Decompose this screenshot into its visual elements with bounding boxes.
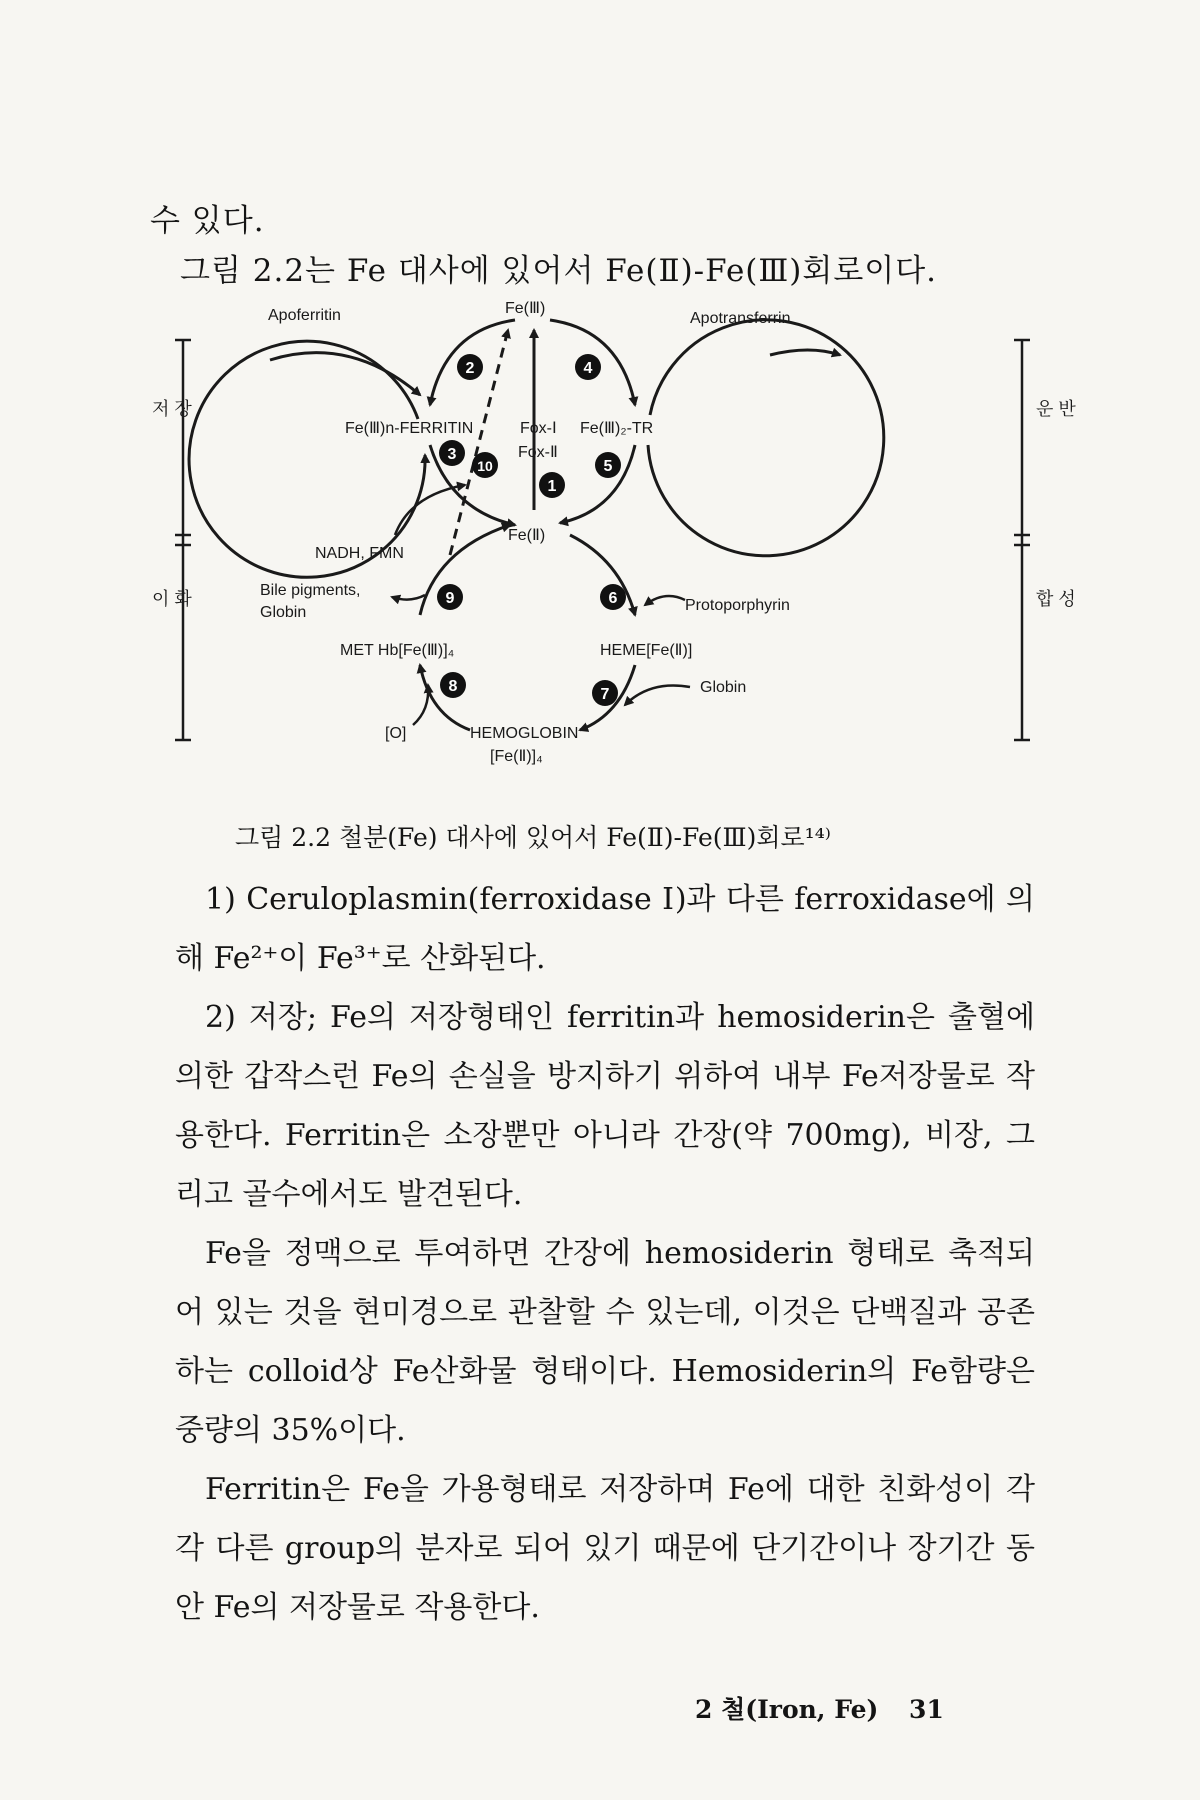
label-nadh: NADH, FMN xyxy=(315,545,404,562)
label-fe-ferritin: Fe(Ⅲ)n-FERRITIN xyxy=(345,420,474,437)
step-badge-6 xyxy=(600,584,626,610)
step-label-1: 1 xyxy=(547,478,557,495)
left-cycle-arc xyxy=(189,341,425,577)
arrow-methb-to-fe2 xyxy=(420,525,510,615)
label-fox2: Fox-Ⅱ xyxy=(518,444,558,461)
paragraph-1: 1) Ceruloplasmin(ferroxidase Ⅰ)과 다른 ferroxidase에 의해 Fe²⁺이 Fe³⁺로 산화된다. xyxy=(175,882,1035,976)
step-label-2: 2 xyxy=(465,360,475,377)
figure-caption: 그림 2.2 철분(Fe) 대사에 있어서 Fe(Ⅱ)-Fe(Ⅲ)회로¹⁴⁾ xyxy=(235,823,831,852)
paragraph-3: Fe을 정맥으로 투여하면 간장에 hemosiderin 형태로 축적되어 있는 것을 현미경으로 관찰할 수 있는데, 이것은 단백질과 공존하는 colloid상 Fe산화물 형태이다. Hemosiderin의 Fe함량은 중량의 35%이다. xyxy=(175,1236,1035,1448)
step-label-3: 3 xyxy=(447,446,457,463)
running-footer xyxy=(695,1690,944,1726)
iron-cycle-diagram xyxy=(152,300,1076,875)
label-oxygen: [O] xyxy=(385,725,407,742)
intro-line-1: 수 있다. xyxy=(150,203,265,239)
right-bracket xyxy=(1014,340,1030,740)
footer-chapter: 2 철(Iron, Fe) xyxy=(695,1695,879,1724)
arrow-tr-to-fe2 xyxy=(560,445,635,523)
label-hemoglobin: HEMOGLOBIN xyxy=(470,725,579,742)
step-label-4: 4 xyxy=(583,360,593,377)
label-transport: 운 반 xyxy=(1036,399,1076,419)
label-hemoglobin-fe: [Fe(Ⅱ)]₄ xyxy=(490,748,543,765)
label-heme: HEME[Fe(Ⅱ)] xyxy=(600,642,693,659)
page-number: 31 xyxy=(909,1695,944,1724)
step-label-7: 7 xyxy=(600,686,610,703)
right-cycle-arc xyxy=(648,320,884,556)
label-fe2-center: Fe(Ⅱ) xyxy=(508,527,546,544)
arrow-bile xyxy=(392,595,425,600)
step-badge-4 xyxy=(575,354,601,380)
step-badge-1 xyxy=(539,472,565,498)
step-badge-2 xyxy=(457,354,483,380)
label-methb: MET Hb[Fe(Ⅲ)]₄ xyxy=(340,642,455,659)
label-globin-right: Globin xyxy=(700,679,747,696)
label-transfer: 이 화 xyxy=(152,589,192,609)
paragraph-4: Ferritin은 Fe을 가용형태로 저장하며 Fe에 대한 친화성이 각각 다른 group의 분자로 되어 있기 때문에 단기간이나 장기간 동안 Fe의 저장물로 작용한다. xyxy=(175,1472,1035,1625)
step-label-10: 10 xyxy=(477,458,493,474)
step-badge-3 xyxy=(439,440,465,466)
step-badge-10 xyxy=(472,452,498,478)
label-synthesis: 합 성 xyxy=(1036,589,1076,609)
arrow-protoporphyrin xyxy=(645,596,685,605)
step-label-6: 6 xyxy=(608,590,618,607)
label-storage: 저 장 xyxy=(152,399,192,419)
label-apotransferrin: Apotransferrin xyxy=(690,310,791,327)
step-badge-9 xyxy=(437,584,463,610)
label-apoferritin: Apoferritin xyxy=(268,307,341,324)
right-cycle-top xyxy=(770,350,840,355)
step-label-9: 9 xyxy=(445,590,455,607)
body-text xyxy=(175,870,1035,1637)
label-bile: Bile pigments, xyxy=(260,582,361,599)
label-globin-left: Globin xyxy=(260,604,307,621)
step-badge-8 xyxy=(440,672,466,698)
left-cycle-top xyxy=(270,353,420,395)
step-badge-7 xyxy=(592,680,618,706)
step-label-8: 8 xyxy=(448,678,458,695)
arrow-oxygen xyxy=(413,685,428,725)
label-protoporphyrin: Protoporphyrin xyxy=(685,597,790,614)
label-fe3-top: Fe(Ⅲ) xyxy=(505,300,546,317)
step-label-5: 5 xyxy=(603,458,613,475)
intro-line-2: 그림 2.2는 Fe 대사에 있어서 Fe(Ⅱ)-Fe(Ⅲ)회로이다. xyxy=(180,253,938,289)
arrow-globin-right xyxy=(625,685,690,705)
paragraph-2: 2) 저장; Fe의 저장형태인 ferritin과 hemosiderin은 출혈에 의한 갑작스런 Fe의 손실을 방지하기 위하여 내부 Fe저장물로 작용한다. Ferritin은 소장뿐만 아니라 간장(약 700mg), 비장, 그리고 골수에서도 발견된다. xyxy=(175,1000,1035,1212)
label-fox1: Fox-Ⅰ xyxy=(520,420,557,437)
label-fe-tr: Fe(Ⅲ)₂-TR xyxy=(580,420,654,437)
step-badge-5 xyxy=(595,452,621,478)
